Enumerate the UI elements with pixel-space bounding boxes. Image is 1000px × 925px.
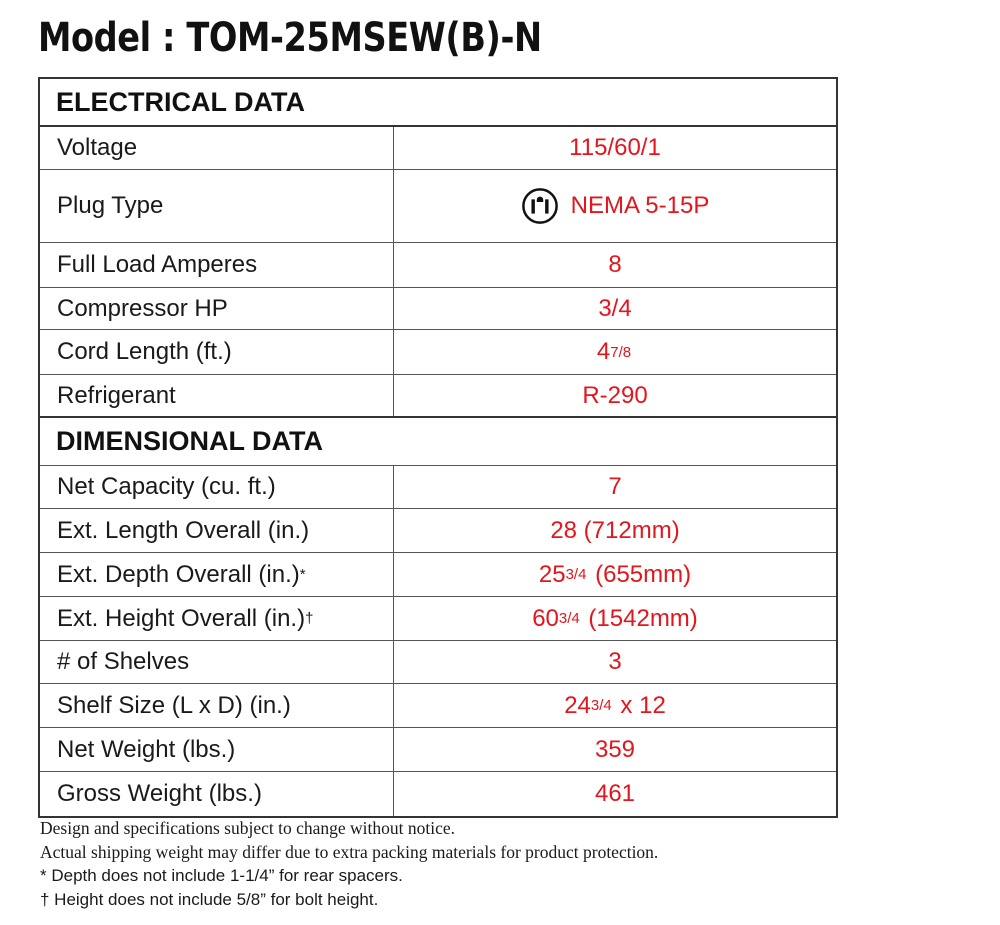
value-whole: 24 [564, 691, 591, 719]
spec-label: # of Shelves [40, 641, 394, 683]
spec-label: Plug Type [40, 170, 394, 242]
spec-label: Refrigerant [40, 375, 394, 416]
spec-row-gross-weight [40, 772, 836, 816]
spec-value: 3/4 [598, 294, 632, 322]
spec-row-net-weight [40, 728, 836, 772]
nema-plug-icon [521, 187, 559, 225]
value-rest: (655mm) [588, 560, 692, 588]
spec-label: Net Capacity (cu. ft.) [40, 466, 394, 508]
value-rest: (1542mm) [581, 604, 698, 632]
value-fraction: 3/4 [590, 697, 612, 714]
footnotes [40, 816, 658, 912]
value-whole: 25 [538, 560, 566, 588]
electrical-data-title: ELECTRICAL DATA [56, 86, 305, 117]
value-fraction: 7/8 [610, 343, 632, 361]
spec-row-net-capacity [40, 466, 836, 509]
value-whole: 60 [532, 604, 559, 632]
spec-row-shelf-size [40, 684, 836, 728]
electrical-data-header [40, 79, 836, 127]
value-fraction: 3/4 [565, 566, 587, 583]
spec-label: Ext. Height Overall (in.) † [40, 597, 394, 640]
spec-value: 115/60/1 [569, 134, 661, 161]
note-design-change: Design and specifications subject to change without notice. [40, 818, 456, 838]
spec-table [38, 77, 838, 818]
spec-label: Ext. Depth Overall (in.) * [40, 553, 394, 596]
spec-row-voltage [40, 127, 836, 170]
spec-label: Net Weight (lbs.) [40, 728, 394, 771]
dimensional-data-header [40, 418, 836, 466]
spec-value [394, 684, 836, 727]
spec-value: 3 [608, 648, 622, 675]
spec-value: 8 [608, 251, 622, 278]
spec-row-refrigerant [40, 375, 836, 418]
spec-value: R-290 [582, 381, 648, 409]
label-text: Ext. Height Overall (in.) [57, 604, 306, 632]
spec-value [394, 330, 836, 374]
spec-value: 28 (712mm) [550, 516, 680, 544]
value-whole: 4 [596, 338, 611, 365]
note-height: † Height does not include 5/8” for bolt height. [40, 890, 379, 909]
value-rest: x 12 [613, 691, 666, 719]
spec-label: Compressor HP [40, 288, 394, 329]
spec-value: 461 [594, 780, 636, 807]
spec-label: Ext. Length Overall (in.) [40, 509, 394, 552]
spec-row-shelves [40, 641, 836, 684]
spec-label: Gross Weight (lbs.) [40, 772, 394, 816]
spec-label: Voltage [40, 127, 394, 169]
spec-label: Shelf Size (L x D) (in.) [40, 684, 394, 727]
spec-label: Full Load Amperes [40, 243, 394, 287]
spec-row-compressor-hp [40, 288, 836, 330]
spec-row-ext-length [40, 509, 836, 553]
spec-value [394, 553, 836, 596]
note-shipping-weight: Actual shipping weight may differ due to extra packing materials for product protection. [40, 842, 659, 862]
model-title: Model : TOM-25MSEW(B)-N [38, 15, 542, 61]
spec-value-plug [394, 170, 836, 242]
note-depth: * Depth does not include 1-1/4” for rear spacers. [40, 866, 403, 885]
spec-value: 359 [594, 735, 636, 763]
spec-label: Cord Length (ft.) [40, 330, 394, 374]
value-fraction: 3/4 [558, 610, 580, 627]
spec-value [394, 597, 836, 640]
spec-row-cord-length [40, 330, 836, 375]
spec-row-ext-height [40, 597, 836, 641]
dimensional-data-title: DIMENSIONAL DATA [56, 426, 323, 456]
spec-row-full-load-amperes [40, 243, 836, 288]
plug-type-value: NEMA 5-15P [570, 192, 710, 219]
label-text: Ext. Depth Overall (in.) [57, 560, 300, 588]
spec-row-plug-type [40, 170, 836, 243]
spec-row-ext-depth [40, 553, 836, 597]
spec-value: 7 [608, 473, 622, 500]
